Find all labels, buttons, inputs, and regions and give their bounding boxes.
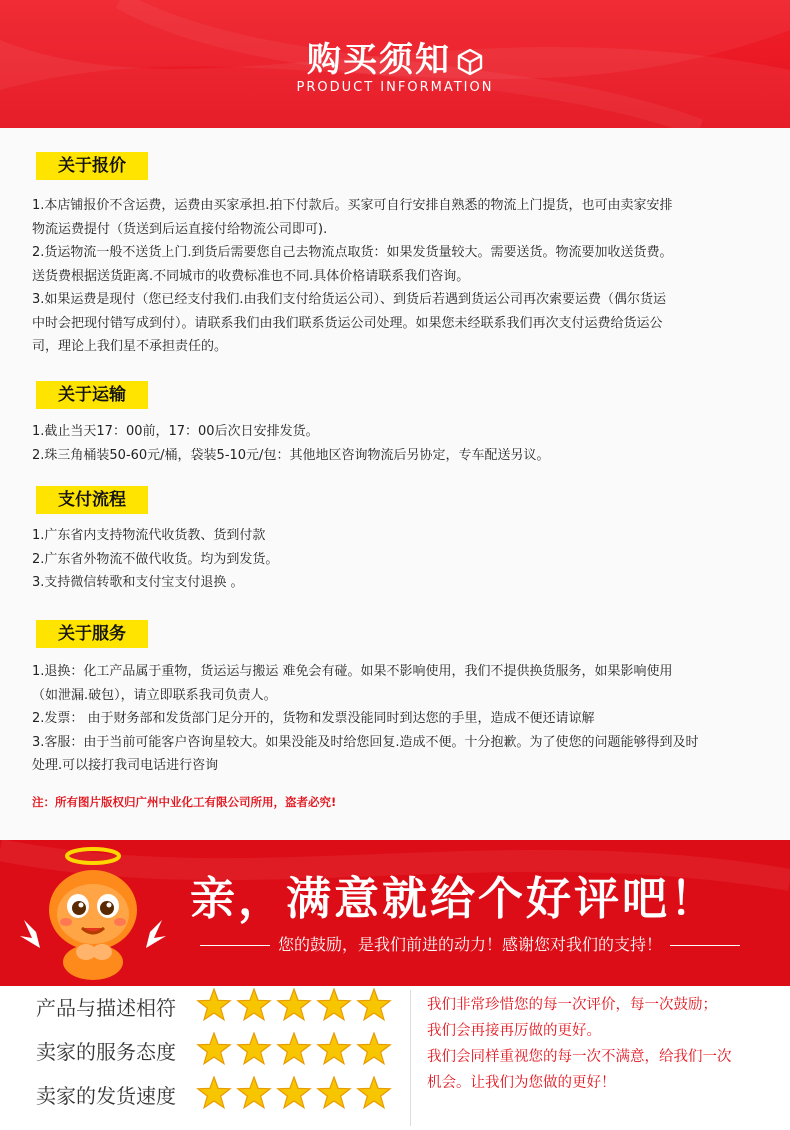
star-icon bbox=[318, 1077, 350, 1108]
text-line: 司，理论上我们星不承担责任的。 bbox=[32, 339, 228, 354]
star-rating bbox=[196, 1032, 396, 1068]
text-line: 2.发票： 由于财务部和发货部门足分开的，货物和发票没能同时到达您的手里，造成不便还请谅解 bbox=[32, 711, 595, 726]
stars-graphic bbox=[196, 988, 396, 1024]
rating-label: 卖家的服务态度 bbox=[36, 1040, 176, 1064]
text-line: 中时会把现付错写成到付）。请联系我们由我们联系货运公司处理。如果您未经联系我们再次支付运费给货运公 bbox=[32, 315, 663, 331]
star-icon bbox=[278, 1033, 310, 1064]
star-icon bbox=[278, 989, 310, 1020]
text-line: （如泄漏.破包），请立即联系我司负责人。 bbox=[32, 687, 277, 703]
section-title: 关于报价 bbox=[36, 152, 148, 180]
review-subline bbox=[170, 932, 770, 952]
text-line: 3.支持微信转歌和支付宝支付退换 。 bbox=[32, 575, 244, 590]
stars-graphic bbox=[196, 1076, 396, 1112]
text-line: 3.如果运费是现付（您已经支付我们.由我们支付给货运公司）、到货后若遇到货运公司再次索要运费（偶尔货运 bbox=[32, 292, 667, 307]
text-line: 1.退换：化工产品属于重物，货运运与搬运 难免会有碰。如果不影响使用，我们不提供换货服务，如果影响使用 bbox=[32, 664, 673, 679]
thanks-message bbox=[427, 992, 777, 1096]
thanks-line: 机会。让我们为您做的更好！ bbox=[427, 1075, 616, 1091]
text-line: 2.广东省外物流不做代收货。均为到发货。 bbox=[32, 551, 279, 567]
text-line: 3.客服：由于当前可能客户咨询星较大。如果没能及时给您回复.造成不便。十分抱歉。为了使您的问题能够得到及时 bbox=[32, 734, 699, 750]
review-subline-text: 您的鼓励，是我们前进的动力！感谢您对我们的支持！ bbox=[277, 935, 662, 954]
star-icon bbox=[278, 1077, 310, 1108]
divider-line bbox=[200, 945, 270, 946]
notice-content bbox=[0, 128, 790, 840]
section-lines bbox=[32, 194, 762, 359]
mascot-icon bbox=[18, 840, 168, 986]
star-icon bbox=[318, 989, 350, 1020]
review-banner bbox=[0, 840, 790, 986]
text-line: 1.广东省内支持物流代收货教、货到付款 bbox=[32, 528, 266, 543]
page-title bbox=[0, 32, 790, 81]
review-headline: 亲，满意就给个好评吧！ bbox=[190, 872, 719, 925]
star-rating bbox=[196, 1076, 396, 1112]
section-lines bbox=[32, 524, 762, 595]
thanks-line: 我们会再接再厉做的更好。 bbox=[427, 1023, 601, 1039]
rating-label: 产品与描述相符 bbox=[36, 996, 176, 1020]
section-lines bbox=[32, 660, 762, 778]
text-line: 处理.可以接打我司电话进行咨询 bbox=[32, 758, 219, 773]
text-line: 1.截止当天17：00前，17：00后次日安排发货。 bbox=[32, 424, 319, 439]
star-icon bbox=[198, 1033, 230, 1064]
star-icon bbox=[358, 1077, 390, 1108]
rating-label: 卖家的发货速度 bbox=[36, 1084, 176, 1108]
page-subtitle: PRODUCT INFORMATION bbox=[296, 80, 494, 95]
cube-icon bbox=[457, 48, 483, 76]
page-title-text: 购买须知 bbox=[307, 40, 451, 80]
star-rating bbox=[196, 988, 396, 1024]
copyright-note: 注：所有图片版权归广州中业化工有限公司所用，盗者必究! bbox=[32, 795, 337, 809]
text-line: 送货费根据送货距离.不同城市的收费标准也不同.具体价格请联系我们咨询。 bbox=[32, 268, 470, 284]
star-icon bbox=[358, 989, 390, 1020]
header-banner bbox=[0, 0, 790, 128]
text-line: 2.珠三角桶装50-60元/桶，袋装5-10元/包：其他地区咨询物流后另协定，专车配送另议。 bbox=[32, 447, 550, 463]
star-icon bbox=[358, 1033, 390, 1064]
section-lines bbox=[32, 420, 762, 467]
stars-graphic bbox=[196, 1032, 396, 1068]
divider bbox=[410, 990, 411, 1126]
section-title: 关于运输 bbox=[36, 381, 148, 409]
thanks-line: 我们会同样重视您的每一次不满意，给我们一次 bbox=[427, 1049, 732, 1065]
text-line: 2.货运物流一般不送货上门.到货后需要您自己去物流点取货：如果发货量较大。需要送货。物流要加收送货费。 bbox=[32, 245, 673, 260]
section-title: 关于服务 bbox=[36, 620, 148, 648]
star-icon bbox=[198, 1077, 230, 1108]
star-icon bbox=[238, 1033, 270, 1064]
text-line: 物流运费提付（货送到后运直接付给物流公司即可). bbox=[32, 221, 328, 237]
text-line: 1.本店铺报价不含运费，运费由买家承担.拍下付款后。买家可自行安排自熟悉的物流上门提货，也可由卖家安排 bbox=[32, 198, 673, 213]
star-icon bbox=[198, 989, 230, 1020]
star-icon bbox=[238, 1077, 270, 1108]
rating-panel bbox=[0, 986, 790, 1130]
star-icon bbox=[238, 989, 270, 1020]
divider-line bbox=[670, 945, 740, 946]
section-title: 支付流程 bbox=[36, 486, 148, 514]
star-icon bbox=[318, 1033, 350, 1064]
thanks-line: 我们非常珍惜您的每一次评价，每一次鼓励； bbox=[427, 997, 717, 1013]
